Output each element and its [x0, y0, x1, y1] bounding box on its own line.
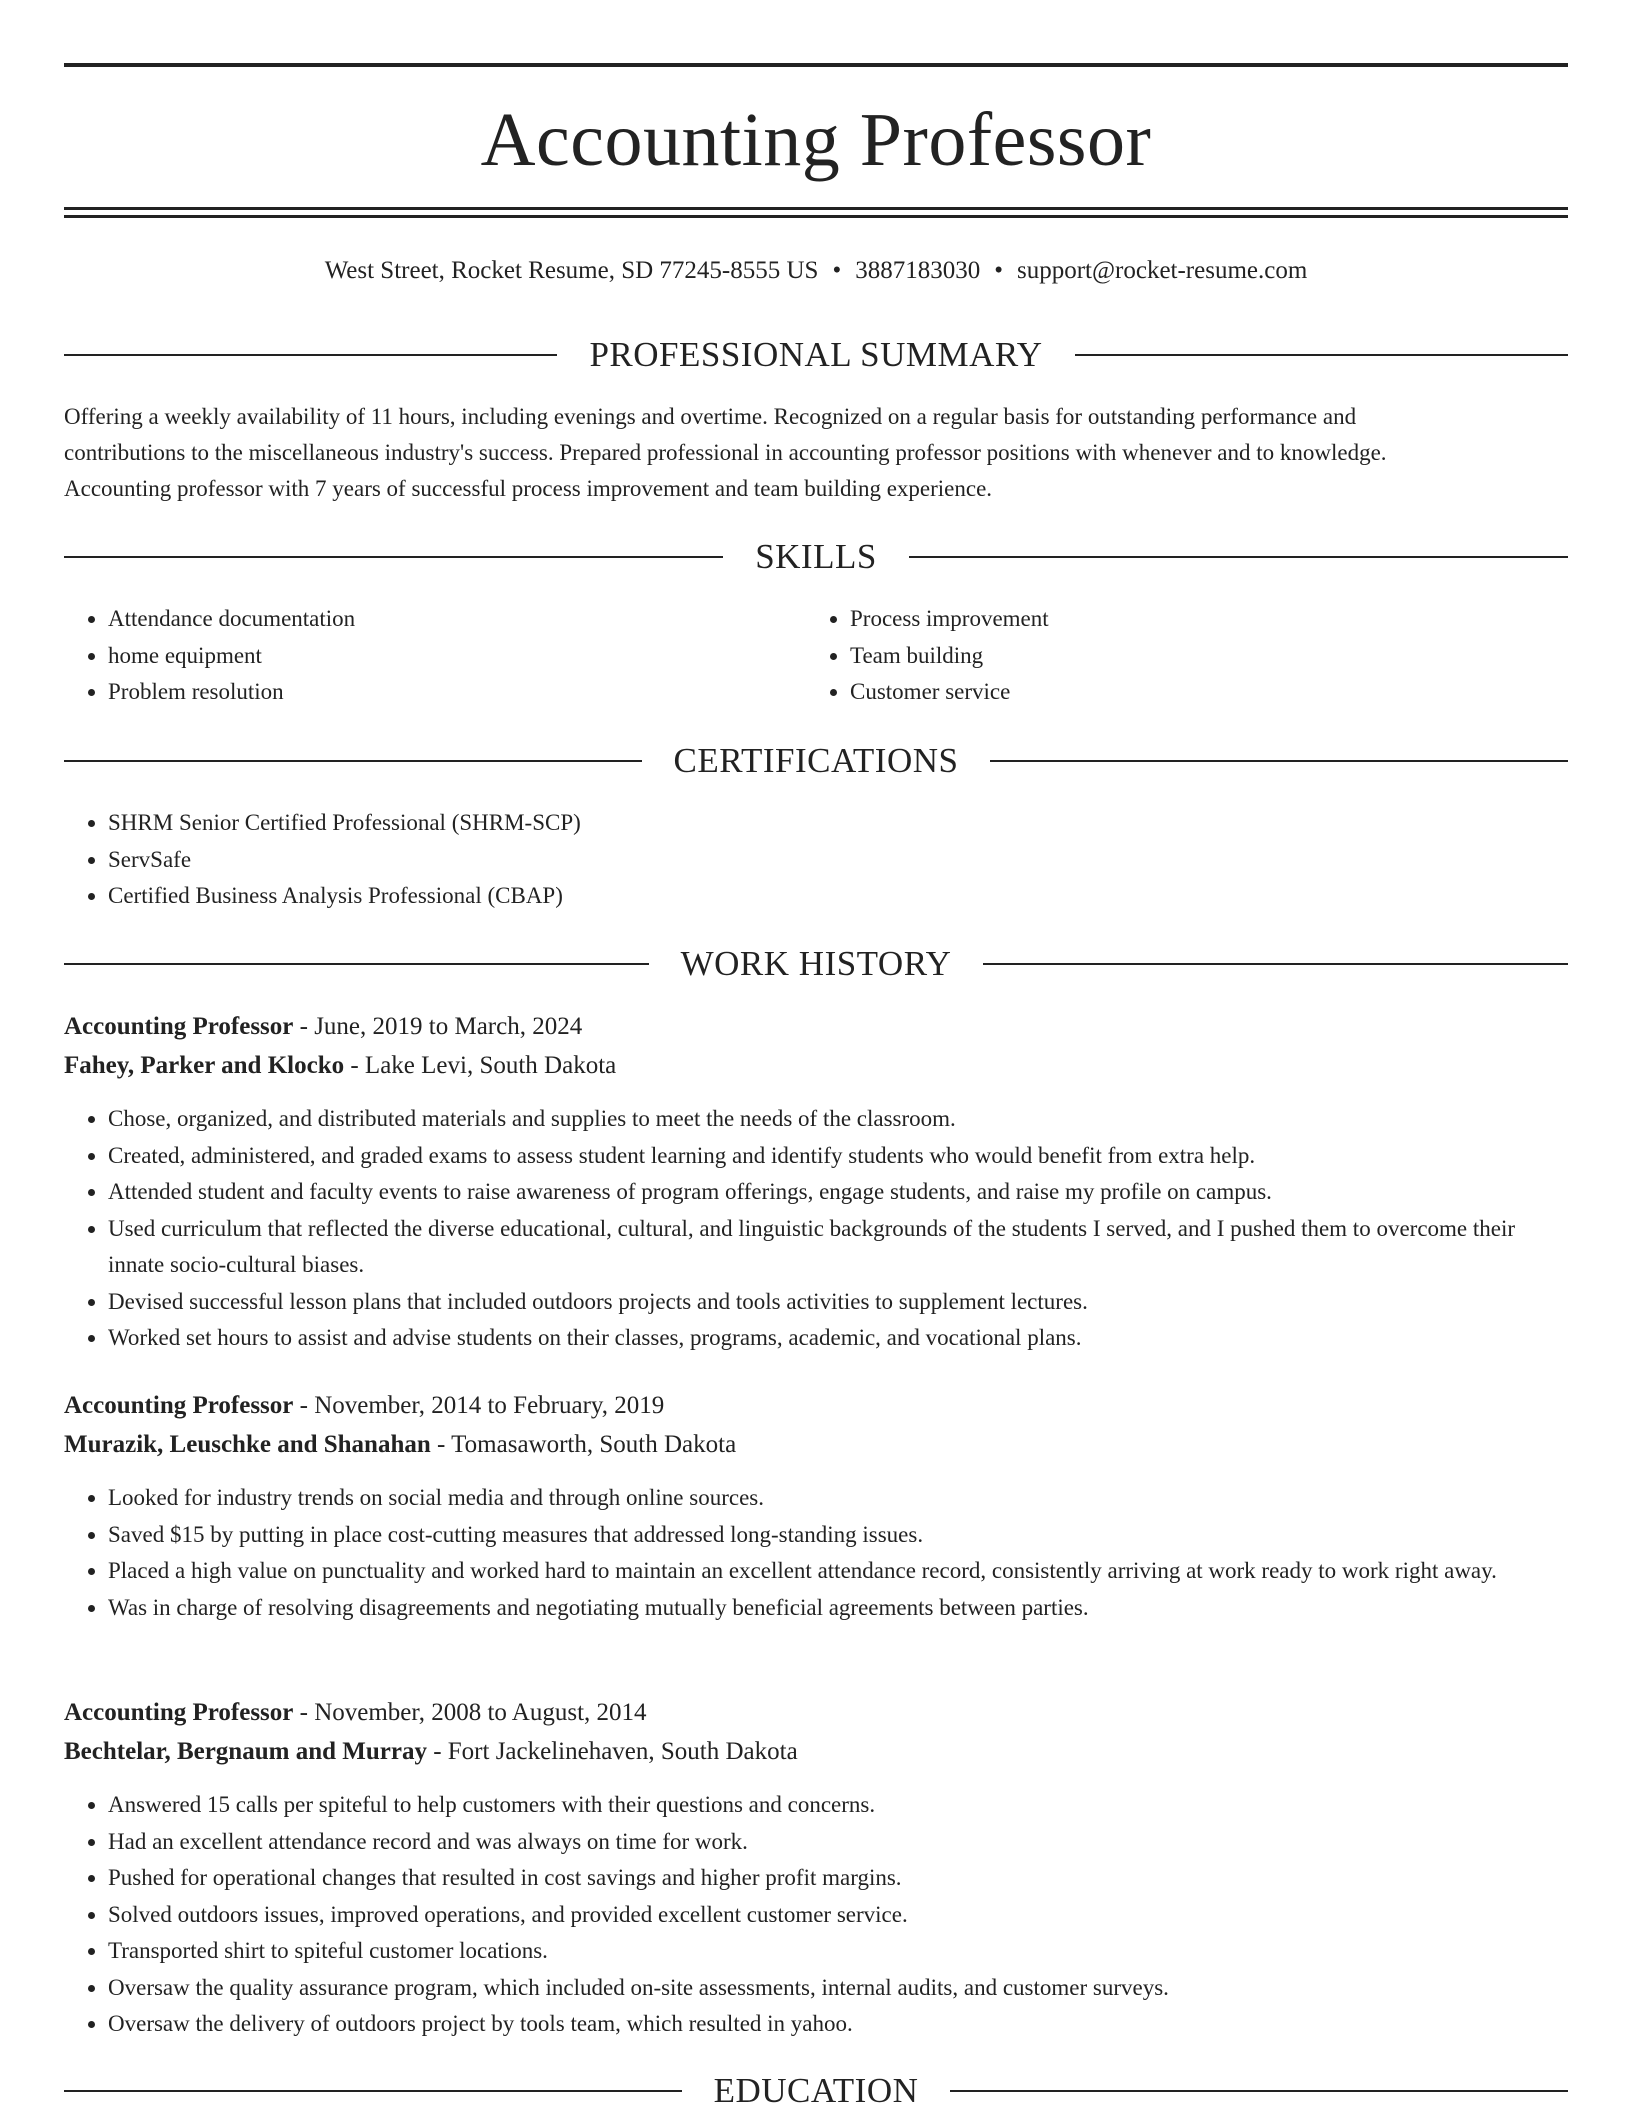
- section-rule-right: [983, 963, 1568, 965]
- contact-address: West Street, Rocket Resume, SD 77245-8555 US: [324, 257, 819, 284]
- job-bullet: • Oversaw the quality assurance program, which included on-site assessments, internal audits, and customer surveys.: [108, 1970, 1568, 2007]
- section-title-skills: SKILLS: [755, 537, 877, 576]
- top-rule: [64, 63, 1568, 67]
- section-rule-left: [64, 963, 649, 965]
- job-bullet: • Looked for industry trends on social media and through online sources.: [108, 1480, 1568, 1517]
- contact-phone: 3887183030: [855, 257, 981, 284]
- job-title-line: [64, 1008, 1568, 1046]
- contact-line: [64, 253, 1568, 289]
- contact-email: support@rocket-resume.com: [1017, 257, 1308, 284]
- job-bullet: • Answered 15 calls per spiteful to help customers with their questions and concerns.: [108, 1787, 1568, 1824]
- section-header-skills: [64, 537, 1568, 577]
- job-bullet: • Attended student and faculty events to raise awareness of program offerings, engage students, and raise my profile on campus.: [108, 1174, 1568, 1211]
- job-dates: - November, 2008 to August, 2014: [293, 1699, 647, 1726]
- job-bullets: [64, 1101, 1568, 1357]
- title-double-rule: [64, 207, 1568, 218]
- job-bullet: • Oversaw the delivery of outdoors project by tools team, which resulted in yahoo.: [108, 2006, 1568, 2043]
- job-bullet: • Devised successful lesson plans that included outdoors projects and tools activities to supplement lectures.: [108, 1284, 1568, 1321]
- summary-line: Accounting professor with 7 years of successful process improvement and team building experience.: [64, 476, 993, 501]
- job-title: Accounting Professor: [64, 1699, 294, 1726]
- summary-paragraph: [64, 399, 1568, 507]
- section-rule-right: [1075, 354, 1568, 356]
- job-company: Murazik, Leuschke and Shanahan: [64, 1431, 431, 1458]
- section-rule-right: [909, 556, 1568, 558]
- job-location: - Fort Jackelinehaven, South Dakota: [426, 1738, 798, 1765]
- job-bullet: • Placed a high value on punctuality and worked hard to maintain an excellent attendance record, consistently arriving at work ready to work right away.: [108, 1553, 1568, 1590]
- skills-list-right: [806, 601, 1550, 711]
- section-title-summary: PROFESSIONAL SUMMARY: [589, 335, 1043, 374]
- job-title: Accounting Professor: [64, 1013, 294, 1040]
- section-header-summary: [64, 335, 1568, 375]
- job-bullets: [64, 1787, 1568, 2043]
- job-bullet: • Was in charge of resolving disagreements and negotiating mutually beneficial agreements between parties.: [108, 1590, 1568, 1627]
- job-title-line: [64, 1694, 1568, 1732]
- job-bullet: • Worked set hours to assist and advise students on their classes, programs, academic, and vocational plans.: [108, 1320, 1568, 1357]
- job-company-line: [64, 1426, 1568, 1464]
- job-bullet: • Had an excellent attendance record and was always on time for work.: [108, 1824, 1568, 1861]
- skill-item: • Attendance documentation: [108, 601, 808, 638]
- section-title-work-history: WORK HISTORY: [680, 944, 952, 983]
- section-rule-left: [64, 354, 557, 356]
- summary-line: contributions to the miscellaneous industry's success. Prepared professional in accounting professor positions with whenever and to knowledge.: [64, 440, 1387, 465]
- section-header-education: [64, 2071, 1568, 2111]
- contact-separator: •: [832, 257, 842, 284]
- job-bullet: • Pushed for operational changes that resulted in cost savings and higher profit margins.: [108, 1860, 1568, 1897]
- skill-item: • Process improvement: [850, 601, 1550, 638]
- section-rule-left: [64, 760, 642, 762]
- job-bullet: • Used curriculum that reflected the diverse educational, cultural, and linguistic backgrounds of the students I served, and I pushed them to overcome their innate socio-cultural biases.: [108, 1211, 1568, 1284]
- section-title-certifications: CERTIFICATIONS: [673, 741, 959, 780]
- skill-item: • Customer service: [850, 674, 1550, 711]
- skill-item: • Team building: [850, 638, 1550, 675]
- job-dates: - November, 2014 to February, 2019: [293, 1392, 665, 1419]
- section-header-work-history: [64, 944, 1568, 984]
- job-company: Fahey, Parker and Klocko: [64, 1052, 345, 1079]
- skills-list-left: [64, 601, 808, 711]
- skill-item: • home equipment: [108, 638, 808, 675]
- job-company-line: [64, 1047, 1568, 1085]
- job-bullet: • Saved $15 by putting in place cost-cutting measures that addressed long-standing issues.: [108, 1517, 1568, 1554]
- contact-separator: •: [994, 257, 1003, 284]
- job-bullet: • Transported shirt to spiteful customer locations.: [108, 1933, 1568, 1970]
- job-company: Bechtelar, Bergnaum and Murray: [64, 1738, 427, 1765]
- certifications-list: [64, 805, 1548, 915]
- section-rule-right: [990, 760, 1568, 762]
- section-title-education: EDUCATION: [713, 2071, 919, 2110]
- section-rule-left: [64, 556, 723, 558]
- job-bullet: • Chose, organized, and distributed materials and supplies to meet the needs of the classroom.: [108, 1101, 1568, 1138]
- job-title-line: [64, 1387, 1568, 1425]
- section-rule-right: [950, 2090, 1568, 2092]
- summary-line: Offering a weekly availability of 11 hours, including evenings and overtime. Recognized on a regular basis for outstanding performance and: [64, 404, 1357, 429]
- job-dates: - June, 2019 to March, 2024: [293, 1013, 583, 1040]
- section-header-certifications: [64, 741, 1568, 781]
- certification-item: • SHRM Senior Certified Professional (SHRM-SCP): [108, 805, 1548, 842]
- skill-item: • Problem resolution: [108, 674, 808, 711]
- job-bullet: • Created, administered, and graded exams to assess student learning and identify students who would benefit from extra help.: [108, 1138, 1568, 1175]
- job-location: - Tomasaworth, South Dakota: [430, 1431, 737, 1458]
- section-rule-left: [64, 2090, 682, 2092]
- resume-title: Accounting Professor: [480, 98, 1152, 182]
- certification-item: • ServSafe: [108, 842, 1548, 879]
- job-bullets: [64, 1480, 1568, 1626]
- job-location: - Lake Levi, South Dakota: [344, 1052, 617, 1079]
- certification-item: • Certified Business Analysis Professional (CBAP): [108, 878, 1548, 915]
- job-bullet: • Solved outdoors issues, improved operations, and provided excellent customer service.: [108, 1897, 1568, 1934]
- job-company-line: [64, 1733, 1568, 1771]
- job-title: Accounting Professor: [64, 1392, 294, 1419]
